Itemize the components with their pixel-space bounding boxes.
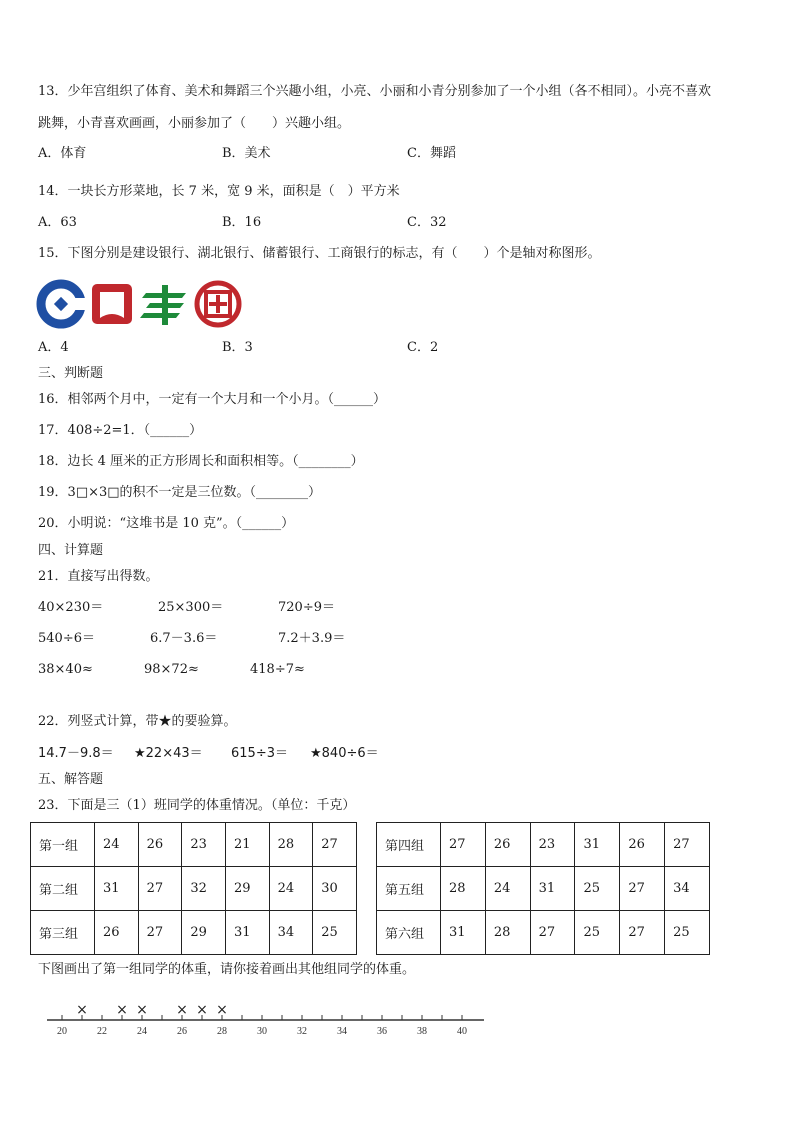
- table-row: [377, 867, 710, 911]
- q21-item: 418÷7≈: [250, 662, 305, 677]
- group-label: 第六组: [377, 911, 441, 955]
- number-line-tick-label: 22: [97, 1026, 107, 1037]
- number-line-tick-label: 24: [137, 1026, 147, 1037]
- q21-item: 7.2＋3.9＝: [278, 631, 346, 646]
- weight-cell: 21: [225, 823, 269, 867]
- q14-option-c: C．32: [407, 215, 447, 230]
- weight-mark: ×: [136, 1003, 148, 1018]
- weight-cell: 27: [530, 911, 575, 955]
- weight-cell: 23: [182, 823, 226, 867]
- group-label: 第一组: [31, 823, 95, 867]
- q17-text: 17．408÷2=1．（______）: [38, 423, 203, 438]
- q21-text: 21．直接写出得数。: [38, 569, 159, 584]
- weight-number-line: [44, 1003, 489, 1048]
- weight-cell: 27: [620, 867, 665, 911]
- section3-heading: 三、判断题: [38, 366, 104, 381]
- q22-item: ★840÷6＝: [310, 746, 379, 761]
- q23-text: 23．下面是三（1）班同学的体重情况。（单位：千克）: [38, 798, 356, 813]
- number-line-tick-label: 28: [217, 1026, 227, 1037]
- weight-mark: ×: [76, 1003, 88, 1018]
- number-line-tick-label: 40: [457, 1026, 467, 1037]
- weight-cell: 34: [665, 867, 710, 911]
- weight-cell: 29: [225, 867, 269, 911]
- q21-item: 25×300＝: [158, 600, 224, 615]
- q19-text: 19．3□×3□的积不一定是三位数。（________）: [38, 485, 322, 500]
- section4-heading: 四、计算题: [38, 543, 104, 558]
- weight-cell: 30: [313, 867, 357, 911]
- group-label: 第三组: [31, 911, 95, 955]
- section5-heading: 五、解答题: [38, 772, 104, 787]
- q14-text: 14．一块长方形菜地，长 7 米，宽 9 米，面积是（ ）平方米: [38, 184, 400, 199]
- q21-item: 6.7－3.6＝: [150, 631, 218, 646]
- q21-item: 540÷6＝: [38, 631, 95, 646]
- q22-item: 14.7－9.8＝: [38, 746, 114, 761]
- weight-cell: 23: [530, 823, 575, 867]
- q21-item: 98×72≈: [144, 662, 199, 677]
- group-label: 第二组: [31, 867, 95, 911]
- weight-cell: 27: [620, 911, 665, 955]
- q15-option-c: C．2: [407, 340, 439, 355]
- weight-cell: 25: [665, 911, 710, 955]
- q22-text: 22．列竖式计算，带★的要验算。: [38, 714, 237, 729]
- q13-option-b: B．美术: [222, 146, 271, 161]
- group-label: 第五组: [377, 867, 441, 911]
- icbc-logo-icon: [197, 283, 239, 325]
- weight-mark: ×: [176, 1003, 188, 1018]
- weight-cell: 32: [182, 867, 226, 911]
- table-row: [377, 911, 710, 955]
- weight-cell: 28: [485, 911, 530, 955]
- weight-cell: 34: [269, 911, 313, 955]
- weight-cell: 31: [225, 911, 269, 955]
- number-line-tick-label: 32: [297, 1026, 307, 1037]
- weight-cell: 28: [269, 823, 313, 867]
- bank-logos: [36, 279, 246, 329]
- q22-item: ★22×43＝: [134, 746, 203, 761]
- table-row: [31, 823, 357, 867]
- q16-text: 16．相邻两个月中，一定有一个大月和一个小月。（______）: [38, 392, 387, 407]
- table-row: [31, 867, 357, 911]
- q23-instruction: 下图画出了第一组同学的体重，请你接着画出其他组同学的体重。: [38, 962, 416, 977]
- q18-text: 18．边长 4 厘米的正方形周长和面积相等。（________）: [38, 454, 364, 469]
- weight-cell: 31: [441, 911, 486, 955]
- number-line-tick-label: 26: [177, 1026, 187, 1037]
- q15-text: 15．下图分别是建设银行、湖北银行、储蓄银行、工商银行的标志，有（ ）个是轴对称图形。: [38, 246, 601, 261]
- group-label: 第四组: [377, 823, 441, 867]
- weight-cell: 31: [575, 823, 620, 867]
- weight-cell: 25: [313, 911, 357, 955]
- number-line-tick-label: 34: [337, 1026, 347, 1037]
- table-row: [31, 911, 357, 955]
- weight-cell: 27: [138, 867, 182, 911]
- q13-option-a: A．体育: [38, 146, 87, 161]
- hubei-bank-logo-icon: [92, 284, 132, 324]
- number-line-tick-label: 20: [57, 1026, 67, 1037]
- table-row: [377, 823, 710, 867]
- q21-item: 720÷9＝: [278, 600, 335, 615]
- ccb-logo-icon: [41, 284, 86, 324]
- number-line-tick-label: 30: [257, 1026, 267, 1037]
- weight-cell: 24: [95, 823, 139, 867]
- weight-cell: 26: [138, 823, 182, 867]
- weight-cell: 26: [620, 823, 665, 867]
- weight-mark: ×: [116, 1003, 128, 1018]
- q15-option-b: B．3: [222, 340, 253, 355]
- weight-cell: 27: [441, 823, 486, 867]
- weight-cell: 26: [485, 823, 530, 867]
- number-line-tick-label: 38: [417, 1026, 427, 1037]
- weight-cell: 27: [313, 823, 357, 867]
- weight-cell: 29: [182, 911, 226, 955]
- weight-cell: 28: [441, 867, 486, 911]
- weight-cell: 25: [575, 911, 620, 955]
- weight-cell: 31: [95, 867, 139, 911]
- q21-item: 38×40≈: [38, 662, 93, 677]
- weight-table-left: [30, 822, 357, 955]
- number-line-tick-label: 36: [377, 1026, 387, 1037]
- postal-savings-logo-icon: [140, 285, 186, 325]
- weight-mark: ×: [196, 1003, 208, 1018]
- weight-cell: 25: [575, 867, 620, 911]
- q21-item: 40×230＝: [38, 600, 104, 615]
- q14-option-b: B．16: [222, 215, 262, 230]
- q13-line1: 13．少年宫组织了体育、美术和舞蹈三个兴趣小组，小亮、小丽和小青分别参加了一个小组（各不相同）。小亮不喜欢: [38, 84, 712, 99]
- weight-cell: 27: [665, 823, 710, 867]
- q13-line2: 跳舞，小青喜欢画画，小丽参加了（ ）兴趣小组。: [38, 116, 351, 131]
- weight-cell: 27: [138, 911, 182, 955]
- weight-mark: ×: [216, 1003, 228, 1018]
- weight-cell: 31: [530, 867, 575, 911]
- weight-cell: 24: [485, 867, 530, 911]
- q15-option-a: A．4: [38, 340, 69, 355]
- weight-table-right: [376, 822, 710, 955]
- q20-text: 20．小明说：“这堆书是 10 克”。（______）: [38, 516, 295, 531]
- q22-item: 615÷3＝: [231, 746, 288, 761]
- q13-option-c: C．舞蹈: [407, 146, 456, 161]
- q14-option-a: A．63: [38, 215, 77, 230]
- weight-cell: 26: [95, 911, 139, 955]
- weight-cell: 24: [269, 867, 313, 911]
